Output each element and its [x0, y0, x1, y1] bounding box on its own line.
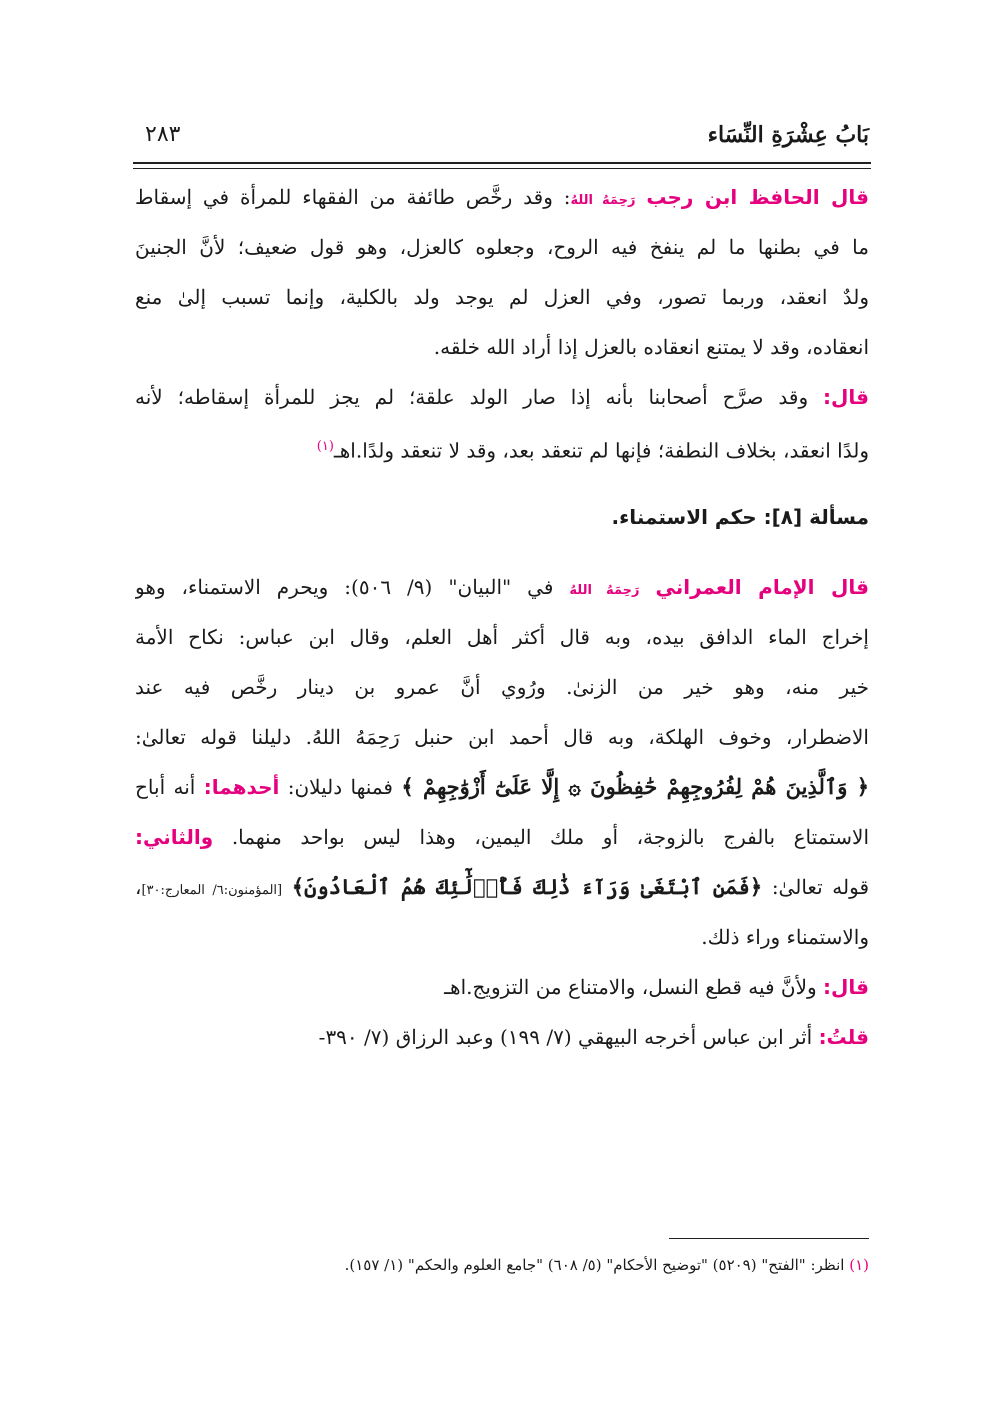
- verse-reference: [المؤمنون:٦/ المعارج:٣٠]: [141, 883, 283, 898]
- line-text: الاستمتاع بالفرج بالزوجة، أو ملك اليمين، وهذا ليس بواحد منهما.: [213, 825, 869, 849]
- speaker-label: قال الحافظ ابن رجب: [646, 185, 869, 209]
- second-label: والثاني:: [135, 825, 214, 849]
- honorific: رَحِمَهُ اللهُ: [570, 193, 636, 208]
- quran-verse: ﴿ وَٱلَّذِينَ هُمْ لِفُرُوجِهِمْ حَٰفِظُونَ ۞ إِلَّا عَلَىٰٓ أَزْوَٰجِهِمْ ﴾: [401, 774, 869, 799]
- text-line: الاضطرار، وخوف الهلكة، وبه قال أحمد ابن حنبل رَحِمَهُ اللهُ. دليلنا قوله تعالىٰ:: [135, 725, 869, 749]
- header-rule-thick: [133, 162, 871, 164]
- quran-verse: ﴿فَمَنِ ٱبْتَغَىٰ وَرَآءَ ذَٰلِكَ فَأُو۟لَٰٓئِكَ هُمُ ٱلْعَادُونَ﴾: [291, 874, 763, 899]
- footnote-text: انظر: "الفتح" (٥٢٠٩) "توضيح الأحكام" (٥/ ٦٠٨) "جامع العلوم والحكم" (١/ ١٥٧).: [344, 1256, 850, 1274]
- text-line: ما في بطنها ما لم ينفخ فيه الروح، وجعلوه كالعزل، وهو قول ضعيف؛ لأنَّ الجنينَ: [135, 235, 869, 259]
- text-line: إخراج الماء الدافق بيده، وبه قال أكثر أهل العلم، وقال ابن عباس: نكاح الأمة: [135, 625, 869, 649]
- line-text: ولأنَّ فيه قطع النسل، والامتناع من التزويج.اهـ: [444, 975, 824, 999]
- header-rule-thin: [133, 168, 871, 169]
- text-line: خير منه، وهو خير من الزنىٰ. ورُوي أنَّ عمرو بن دينار رخَّص فيه عند: [135, 675, 869, 699]
- footnote-separator: [669, 1238, 869, 1239]
- text-line: [135, 372, 869, 422]
- issue-heading: [135, 492, 869, 542]
- text-line: [135, 962, 869, 1012]
- issue-prefix: مسألة [٨]:: [763, 505, 869, 529]
- text-line: [135, 862, 869, 912]
- text-line: [135, 422, 869, 472]
- main-text: [135, 172, 869, 1062]
- footnote-ref[interactable]: (١): [316, 439, 334, 454]
- spacer: [135, 472, 869, 492]
- line-text: قوله تعالىٰ:: [762, 875, 869, 899]
- qala-label: قال:: [823, 385, 869, 409]
- spacer: [135, 542, 869, 562]
- line-text: في "البيان" (٩/ ٥٠٦): ويحرم الاستمناء، وهو: [135, 575, 570, 599]
- honorific: رَحِمَهُ اللهُ: [569, 583, 640, 598]
- footnote-marker: (١): [849, 1256, 869, 1274]
- text-line: [135, 812, 869, 862]
- text-line: ولدٌ انعقد، وربما تصور، وفي العزل لم يوجد ولد بالكلية، وإنما تسبب إلىٰ منع: [135, 285, 869, 309]
- line-text: فمنها دليلان:: [279, 775, 402, 799]
- line-text: ،: [135, 875, 142, 899]
- line-text: أثر ابن عباس أخرجه البيهقي (٧/ ١٩٩) وعبد الرزاق (٧/ ٣٩٠-: [318, 1025, 819, 1049]
- line-text: ولدًا انعقد، بخلاف النطفة؛ فإنها لم تنعقد بعد، وقد لا تنعقد ولدًا.اهـ: [333, 438, 869, 463]
- qultu-label: قلتُ:: [818, 1025, 869, 1049]
- text-line: والاستمناء وراء ذلك.: [701, 925, 869, 949]
- running-header: [135, 122, 869, 158]
- page-number: ٢٨٣: [145, 122, 181, 147]
- first-label: أحدهما:: [203, 775, 280, 799]
- text-line: [135, 762, 869, 812]
- speaker-label: قال الإمام العمراني: [655, 575, 869, 599]
- line-text: وقد صرَّح أصحابنا بأنه إذا صار الولد علقة؛ لم يجز للمرأة إسقاطه؛ لأنه: [135, 385, 824, 409]
- footnote: [135, 1252, 869, 1278]
- text-line: انعقاده، وقد لا يمتنع انعقاده بالعزل إذا أراد الله خلقه.: [433, 335, 869, 359]
- chapter-title: بَابُ عِشْرَةِ النِّسَاء: [707, 122, 869, 148]
- text-line: [135, 1012, 869, 1062]
- text-line: [135, 562, 869, 612]
- line-text: أنه أباح: [135, 775, 204, 799]
- line-text: : وقد رخَّص طائفة من الفقهاء للمرأة في إسقاط: [135, 185, 571, 209]
- qala-label: قال:: [823, 975, 869, 999]
- text-line: [135, 172, 869, 222]
- issue-title: حكم الاستمناء.: [611, 505, 757, 529]
